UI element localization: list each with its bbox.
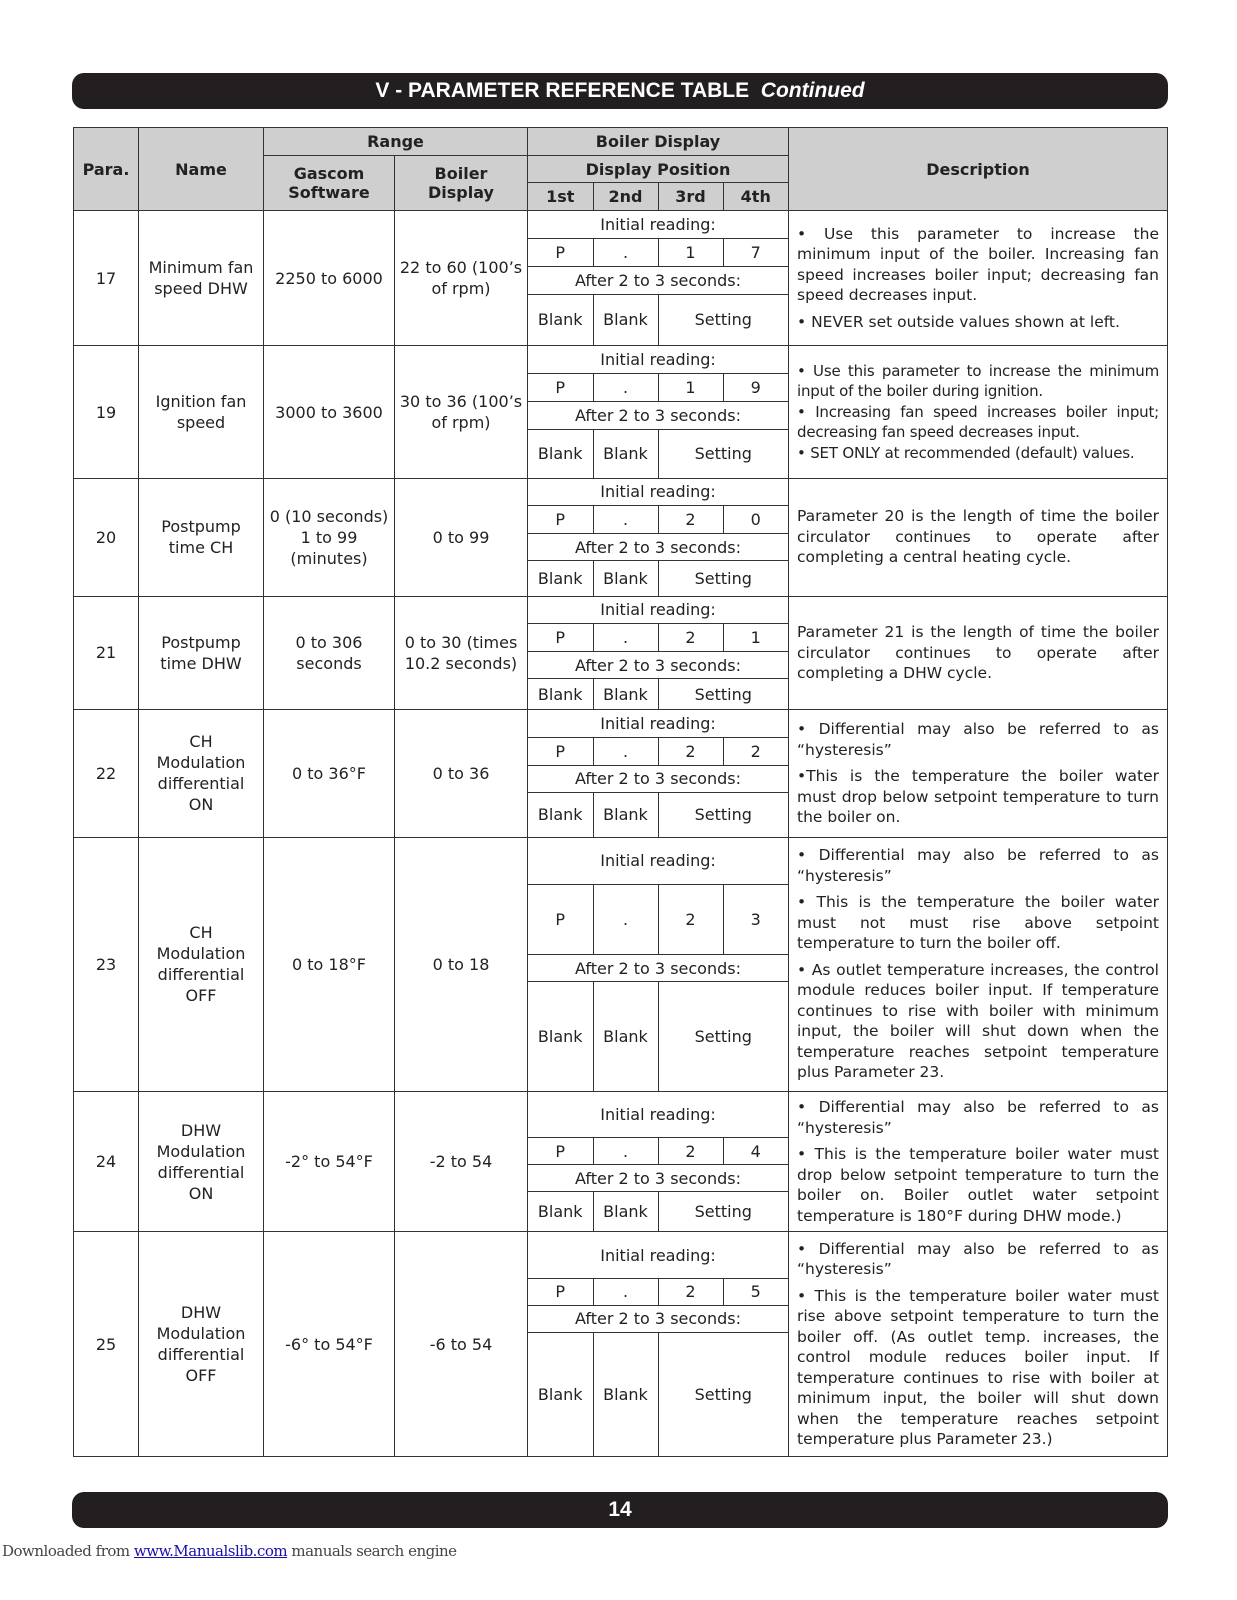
gascom-range: 0 (10 seconds) 1 to 99 (minutes) [264,478,395,596]
display-setting: Setting [658,982,788,1091]
display-blank-1: Blank [528,429,593,477]
table-row [74,837,1168,1091]
table-row [74,710,1168,837]
after-seconds-label: After 2 to 3 seconds: [528,534,788,561]
display-sequence [528,478,789,596]
display-char-dot: . [593,1138,658,1165]
after-seconds-label: After 2 to 3 seconds: [528,266,788,294]
display-digit-3: 2 [658,1278,723,1305]
download-prefix: Downloaded from [2,1542,134,1560]
download-note [2,1542,457,1560]
param-number: 20 [74,478,139,596]
header-gascom: Gascom Software [264,156,395,211]
table-row [74,596,1168,710]
display-setting: Setting [658,1192,788,1231]
description-paragraph: •This is the temperature the boiler water must drop below setpoint temperature to turn the boiler on. [797,767,1159,827]
param-description [789,211,1168,346]
after-seconds-label: After 2 to 3 seconds: [528,652,788,679]
param-number: 19 [74,346,139,478]
description-paragraph: Parameter 21 is the length of time the boiler circulator continues to operate after completing a DHW cycle. [797,623,1159,683]
header-pos-2: 2nd [593,183,658,210]
header-pos-3: 3rd [658,183,723,210]
display-sequence [528,710,789,837]
after-seconds-label: After 2 to 3 seconds: [528,1305,788,1332]
manualslib-link[interactable]: www.Manualslib.com [133,1542,288,1560]
gascom-range: -6° to 54°F [264,1232,395,1457]
display-char-dot: . [593,737,658,765]
description-paragraph: • SET ONLY at recommended (default) values. [797,443,1135,462]
display-char-p: P [528,506,593,534]
description-paragraph: • This is the temperature the boiler water must not must rise above setpoint temperature to turn the boiler off. [797,893,1159,953]
param-name: DHW Modulation differential OFF [139,1232,264,1457]
display-sequence [528,1232,789,1457]
display-setting: Setting [658,792,788,836]
after-seconds-label: After 2 to 3 seconds: [528,765,788,792]
display-digit-4: 9 [723,373,788,401]
display-blank-1: Blank [528,679,593,710]
param-number: 23 [74,837,139,1091]
section-title: V - PARAMETER REFERENCE TABLE [375,79,750,102]
gascom-range: -2° to 54°F [264,1091,395,1231]
display-setting: Setting [658,679,788,710]
display-digit-4: 4 [723,1138,788,1165]
display-sequence [528,1091,789,1231]
display-char-dot: . [593,624,658,652]
initial-reading-label: Initial reading: [528,211,788,238]
gascom-range: 2250 to 6000 [264,211,395,346]
description-paragraph: • This is the temperature boiler water must drop below setpoint temperature to turn the boiler on. Boiler outlet water setpoint temperature is 180°F during DHW mode.) [797,1145,1159,1225]
table-row [74,211,1168,346]
display-digit-3: 1 [658,373,723,401]
param-number: 24 [74,1091,139,1231]
description-paragraph: • This is the temperature boiler water must rise above setpoint temperature to turn the boiler off. (As outlet temp. increases, the control module reduces boiler input. If temperature continues to rise with boiler at minimum input, the boiler will shut down when the temperature reaches setpoint temperature plus Parameter 23.) [797,1286,1159,1449]
display-setting: Setting [658,1332,788,1456]
initial-reading-label: Initial reading: [528,838,788,885]
param-number: 25 [74,1232,139,1457]
param-name: Minimum fan speed DHW [139,211,264,346]
description-paragraph: • Differential may also be referred to as “hysteresis” [797,720,1159,759]
display-char-dot: . [593,238,658,266]
continued-label: Continued [760,79,865,102]
gascom-range: 0 to 36°F [264,710,395,837]
after-seconds-label: After 2 to 3 seconds: [528,1165,788,1192]
description-paragraph: • Use this parameter to increase the minimum input of the boiler during ignition. [797,361,1159,401]
display-sequence [528,211,789,346]
display-char-p: P [528,373,593,401]
display-char-p: P [528,885,593,955]
display-digit-4: 7 [723,238,788,266]
description-paragraph: • Increasing fan speed increases boiler input; decreasing fan speed decreases input. [797,402,1159,442]
display-char-dot: . [593,885,658,955]
header-name: Name [139,128,264,211]
display-blank-2: Blank [593,1192,658,1231]
display-blank-1: Blank [528,1332,593,1456]
boiler-range: 0 to 18 [395,837,528,1091]
display-digit-4: 5 [723,1278,788,1305]
param-number: 21 [74,596,139,710]
display-setting: Setting [658,294,788,345]
param-description [789,710,1168,837]
param-description [789,478,1168,596]
page-number: 14 [608,1498,632,1521]
header-description: Description [789,128,1168,211]
header-display-position: Display Position [528,156,789,183]
display-blank-1: Blank [528,792,593,836]
table-row [74,478,1168,596]
page-number-banner [72,1492,1168,1528]
section-title-banner [72,73,1168,109]
after-seconds-label: After 2 to 3 seconds: [528,401,788,429]
param-number: 22 [74,710,139,837]
param-name: CH Modulation differential ON [139,710,264,837]
param-description [789,346,1168,478]
display-sequence [528,596,789,710]
display-blank-2: Blank [593,792,658,836]
display-blank-1: Blank [528,982,593,1091]
boiler-range: 0 to 30 (times 10.2 seconds) [395,596,528,710]
param-description [789,1232,1168,1457]
param-name: DHW Modulation differential ON [139,1091,264,1231]
boiler-range: 0 to 36 [395,710,528,837]
boiler-range: 22 to 60 (100’s of rpm) [395,211,528,346]
header-boiler-display-group: Boiler Display [528,128,789,156]
initial-reading-label: Initial reading: [528,1092,788,1138]
header-positions [528,183,789,211]
boiler-range: -6 to 54 [395,1232,528,1457]
display-char-dot: . [593,1278,658,1305]
table-row [74,1232,1168,1457]
param-name: CH Modulation differential OFF [139,837,264,1091]
after-seconds-label: After 2 to 3 seconds: [528,955,788,982]
header-para: Para. [74,128,139,211]
display-blank-2: Blank [593,561,658,596]
initial-reading-label: Initial reading: [528,597,788,624]
description-paragraph: • NEVER set outside values shown at left. [797,312,1120,331]
description-paragraph: • Differential may also be referred to as “hysteresis” [797,846,1159,885]
display-digit-4: 1 [723,624,788,652]
display-digit-4: 0 [723,506,788,534]
display-digit-3: 2 [658,885,723,955]
table-row [74,1091,1168,1231]
display-blank-1: Blank [528,294,593,345]
display-digit-3: 2 [658,737,723,765]
display-char-dot: . [593,373,658,401]
gascom-range: 0 to 18°F [264,837,395,1091]
display-char-p: P [528,1278,593,1305]
display-blank-1: Blank [528,561,593,596]
param-name: Postpump time DHW [139,596,264,710]
description-paragraph: Parameter 20 is the length of time the boiler circulator continues to operate after completing a central heating cycle. [797,507,1159,567]
display-blank-2: Blank [593,294,658,345]
header-boiler-display: Boiler Display [395,156,528,211]
display-setting: Setting [658,429,788,477]
boiler-range: -2 to 54 [395,1091,528,1231]
header-pos-1: 1st [528,183,593,210]
display-blank-2: Blank [593,1332,658,1456]
initial-reading-label: Initial reading: [528,710,788,737]
initial-reading-label: Initial reading: [528,346,788,373]
display-char-p: P [528,238,593,266]
display-char-p: P [528,624,593,652]
parameter-reference-table [73,127,1168,1457]
param-name: Postpump time CH [139,478,264,596]
param-description [789,1091,1168,1231]
header-range: Range [264,128,528,156]
boiler-range: 30 to 36 (100’s of rpm) [395,346,528,478]
display-blank-2: Blank [593,982,658,1091]
display-blank-1: Blank [528,1192,593,1231]
description-paragraph: • As outlet temperature increases, the control module reduces boiler input. If temperature continues to rise with boiler with minimum input, the boiler will shut down when the temperature reaches setpoint temperature plus Parameter 23. [797,960,1159,1082]
param-number: 17 [74,211,139,346]
gascom-range: 0 to 306 seconds [264,596,395,710]
display-digit-3: 2 [658,624,723,652]
description-paragraph: • Differential may also be referred to as “hysteresis” [797,1239,1159,1279]
param-description [789,596,1168,710]
display-digit-4: 3 [723,885,788,955]
description-paragraph: • Differential may also be referred to as “hysteresis” [797,1098,1159,1137]
display-setting: Setting [658,561,788,596]
initial-reading-label: Initial reading: [528,479,788,506]
table-row [74,346,1168,478]
param-description [789,837,1168,1091]
display-sequence [528,837,789,1091]
param-name: Ignition fan speed [139,346,264,478]
display-digit-4: 2 [723,737,788,765]
gascom-range: 3000 to 3600 [264,346,395,478]
display-char-p: P [528,1138,593,1165]
display-digit-3: 2 [658,506,723,534]
download-suffix: manuals search engine [287,1542,457,1560]
display-char-dot: . [593,506,658,534]
display-blank-2: Blank [593,679,658,710]
display-digit-3: 1 [658,238,723,266]
initial-reading-label: Initial reading: [528,1232,788,1278]
header-pos-4: 4th [723,183,788,210]
boiler-range: 0 to 99 [395,478,528,596]
display-blank-2: Blank [593,429,658,477]
display-sequence [528,346,789,478]
display-digit-3: 2 [658,1138,723,1165]
description-paragraph: • Use this parameter to increase the minimum input of the boiler. Increasing fan speed increases boiler input; decreasing fan speed decreases input. [797,224,1159,305]
display-char-p: P [528,737,593,765]
